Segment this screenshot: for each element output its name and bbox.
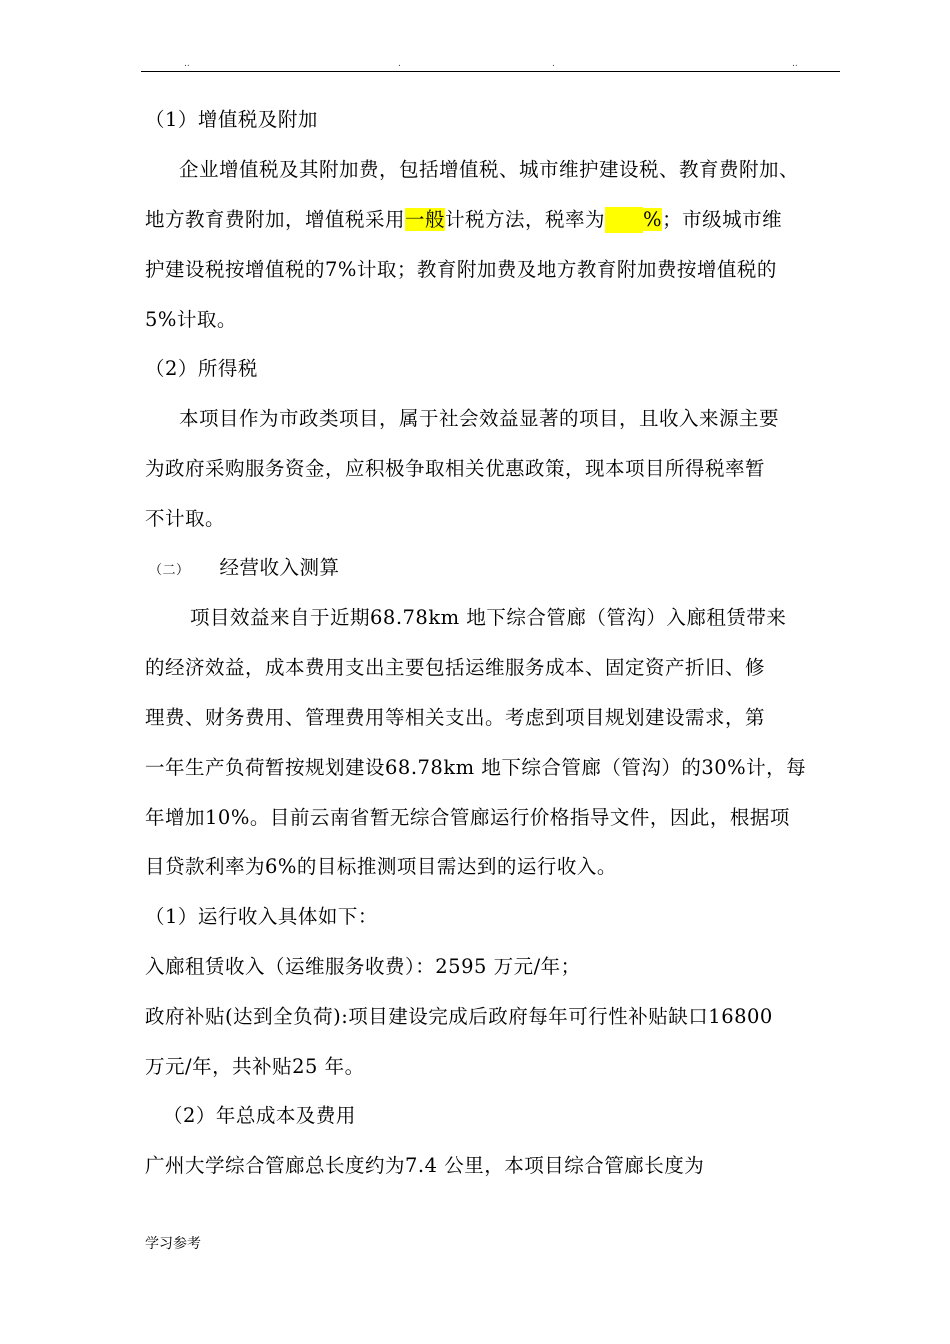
section-heading-vat: （1）增值税及附加	[145, 108, 318, 131]
paragraph-line: 企业增值税及其附加费，包括增值税、城市维护建设税、教育费附加、	[179, 158, 800, 181]
paragraph-line: 项目效益来自于近期68.78km 地下综合管廊（管沟）入廊租赁带来	[190, 606, 787, 629]
paragraph-line: 广州大学综合管廊总长度约为7.4 公里，本项目综合管廊长度为	[145, 1154, 705, 1177]
paragraph-line: 本项目作为市政类项目，属于社会效益显著的项目，且收入来源主要	[179, 407, 780, 430]
paragraph-line: 入廊租赁收入（运维服务收费）：2595 万元/年；	[145, 955, 581, 978]
paragraph-line: 5%计取。	[145, 308, 237, 331]
paragraph-line: 目贷款利率为6%的目标推测项目需达到的运行收入。	[145, 855, 617, 878]
header-rule	[141, 71, 840, 72]
paragraph-line	[145, 207, 845, 233]
section-heading-income-tax: （2）所得税	[145, 357, 258, 380]
section-title: 经营收入测算	[219, 556, 340, 579]
header-mark: .	[552, 59, 555, 69]
subsection-heading-cost: （2）年总成本及费用	[163, 1104, 356, 1127]
paragraph-line: 不计取。	[145, 507, 226, 530]
paragraph-line: 为政府采购服务资金，应积极争取相关优惠政策，现本项目所得税率暂	[145, 457, 766, 480]
paragraph-line: 政府补贴(达到全负荷):项目建设完成后政府每年可行性补贴缺口16800	[145, 1005, 773, 1028]
highlighted-percent: %	[643, 208, 663, 231]
text-run: 地方教育费附加，增值税采用	[145, 208, 406, 231]
header-mark: ..	[792, 59, 798, 69]
highlighted-text: 一般	[405, 208, 446, 231]
subsection-heading-revenue: （1）运行收入具体如下：	[145, 905, 378, 928]
paragraph-line: 年增加10%。目前云南省暂无综合管廊运行价格指导文件，因此，根据项	[145, 806, 790, 829]
paragraph-line: 的经济效益，成本费用支出主要包括运维服务成本、固定资产折旧、修	[145, 656, 766, 679]
paragraph-line: 护建设税按增值税的7%计取；教育附加费及地方教育附加费按增值税的	[145, 258, 777, 281]
paragraph-line: 万元/年，共补贴25 年。	[145, 1055, 365, 1078]
paragraph-line: 理费、财务费用、管理费用等相关支出。考虑到项目规划建设需求，第	[145, 706, 766, 729]
paragraph-line: 一年生产负荷暂按规划建设68.78km 地下综合管廊（管沟）的30%计，每	[145, 756, 807, 779]
header-mark: .	[398, 59, 401, 69]
header-mark: ..	[184, 59, 190, 69]
text-run: 计税方法，税率为	[445, 208, 606, 231]
section-heading-operating-income	[145, 555, 845, 584]
page-footer: 学习参考	[145, 1236, 201, 1252]
highlighted-blank	[605, 207, 643, 233]
section-number: （二）	[149, 563, 190, 578]
text-run: ；市级城市维	[662, 208, 783, 231]
